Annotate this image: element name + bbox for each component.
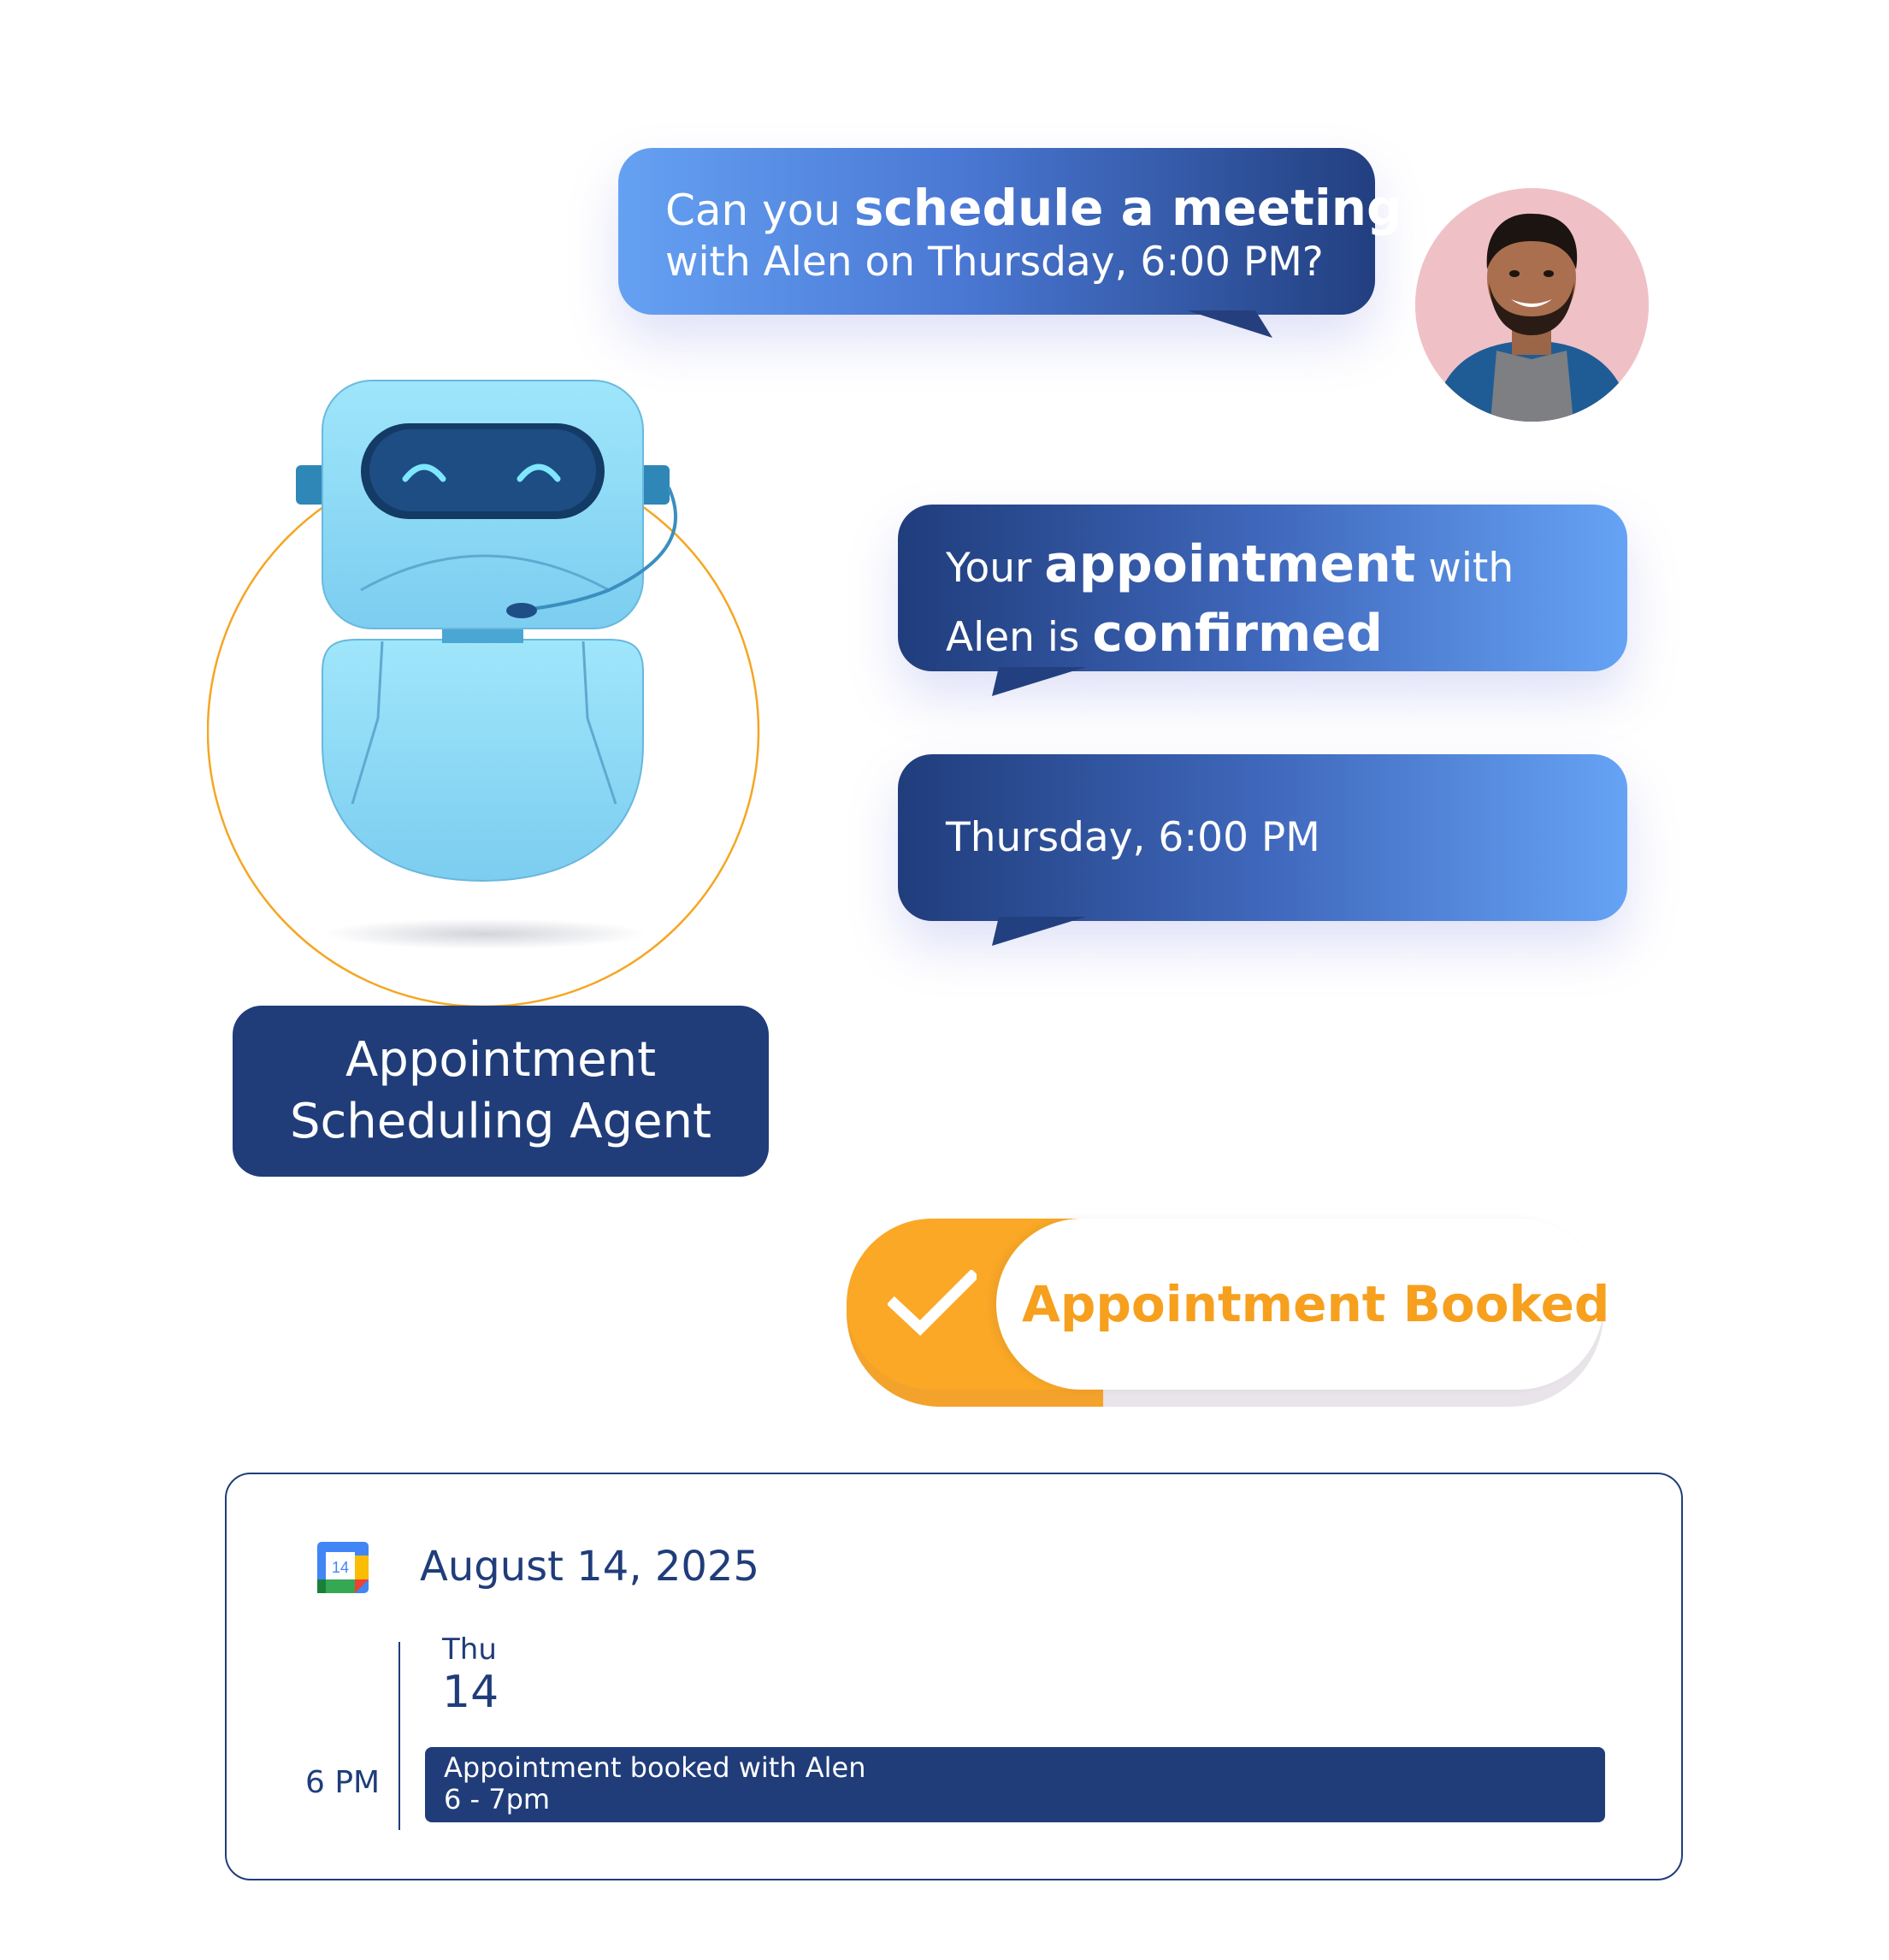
bot-reply-emphasis-appointment: appointment [1044,534,1416,594]
bot-reply-bubble-time [898,754,1627,921]
calendar-time-label: 6 PM [305,1765,381,1800]
bot-reply-bubble-confirmation [898,505,1627,671]
bot-reply-text: Alen is [946,614,1093,661]
calendar-event-title: Appointment booked with Alen [444,1751,866,1784]
agent-label [233,1006,769,1177]
agent-label-line1: Appointment [345,1032,657,1088]
user-message-line2: with Alen on Thursday, 6:00 PM? [665,239,1324,286]
bubble-tail [992,667,1086,701]
user-message-bubble [618,148,1402,315]
bubble-tail [992,917,1086,951]
google-calendar-icon [317,1542,369,1593]
calendar-card [225,1473,1683,1880]
calendar-divider [398,1642,400,1830]
calendar-day-number: 14 [442,1667,499,1718]
bubble-tail [1187,310,1272,345]
calendar-event-time: 6 - 7pm [444,1783,551,1815]
robot-agent-illustration [207,376,788,1026]
appointment-booked-badge [847,1219,1610,1407]
bot-reply-time-text: Thursday, 6:00 PM [946,814,1320,861]
agent-label-line2: Scheduling Agent [289,1094,712,1149]
calendar-icon-day: 14 [331,1559,350,1576]
calendar-day-of-week: Thu [442,1632,497,1667]
appointment-booked-label: Appointment Booked [1022,1275,1610,1333]
checkmark-icon [888,1270,977,1337]
calendar-event[interactable] [425,1747,1605,1822]
user-message-emphasis: schedule a meeting [853,179,1402,237]
bot-reply-text: with [1415,545,1514,592]
user-message-text: Can you [665,186,854,235]
calendar-date-heading: August 14, 2025 [420,1543,759,1591]
bot-reply-emphasis-confirmed: confirmed [1092,604,1384,664]
bot-reply-text: Your [946,545,1045,592]
user-avatar [1415,188,1649,422]
